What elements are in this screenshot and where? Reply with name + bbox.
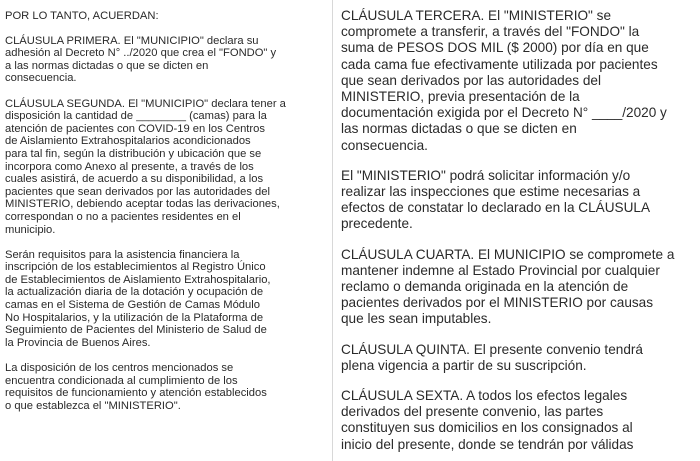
centers-availability-paragraph: La disposición de los centros mencionados se encuentra condicionada al cumplimiento de los requisitos de funcionamiento y atención establecidos o que establezca el "MINISTERIO". xyxy=(5,362,267,412)
clause-segunda: CLÁUSULA SEGUNDA. El "MUNICIPIO" declara tener a disposición la cantidad de ________ (camas) para la atención de pacientes con COVID-19 en los Centros de Aislamiento Extrahospitalarios acondicionados para tal fin, según la distribución y ubicación que se incorpora como Anexo al presente, a través de los cuales asistirá, de acuerdo a su disponibilidad, a los pacientes que sean derivados por las autoridades del MINISTERIO, debiendo aceptar todas las derivaciones, correspondan o no a pacientes residentes en el municipio. xyxy=(5,97,286,236)
right-column xyxy=(341,8,696,461)
clause-tercera: CLÁUSULA TERCERA. El "MINISTERIO" se compromete a transferir, a través del "FONDO" la suma de PESOS DOS MIL ($ 2000) por día en que cada cama fue efectivamente utilizada por pacientes que sean derivados por las autoridades del MINISTERIO, previa presentación de la documentación exigida por el Decreto N° ____/2020 y las normas dictadas o que se dicten en consecuencia. xyxy=(341,8,667,153)
requirements-paragraph: Serán requisitos para la asistencia financiera la inscripción de los establecimientos al Registro Único de Establecimientos de Aislamiento Extrahospitalario, la actualización diaria de la dotación y ocupación de camas en el Sistema de Gestión de Camas Módulo No Hospitalarios, y la utilización de la Plataforma de Seguimiento de Pacientes del Ministerio de Salud de la Provincia de Buenos Aires. xyxy=(5,248,271,349)
clause-primera: CLÁUSULA PRIMERA. El "MUNICIPIO" declara su adhesión al Decreto N° ../2020 que crea el "FONDO" y a las normas dictadas o que se dicten en consecuencia. xyxy=(5,34,277,85)
column-divider xyxy=(332,0,333,461)
clause-quinta: CLÁUSULA QUINTA. El presente convenio tendrá plena vigencia a partir de su suscripción. xyxy=(341,341,643,373)
clause-sexta: CLÁUSULA SEXTA. A todos los efectos legales derivados del presente convenio, las partes constituyen sus domicilios en los consignados al inicio del presente, donde se tendrán por válidas xyxy=(341,388,634,452)
section-heading: POR LO TANTO, ACUERDAN: xyxy=(5,10,159,22)
ministry-inspection-paragraph: El "MINISTERIO" podrá solicitar información y/o realizar las inspecciones que estime necesarias a efectos de constatar lo declarado en la CLÁUSULA precedente. xyxy=(341,167,651,232)
clause-cuarta: CLÁUSULA CUARTA. El MUNICIPIO se compromete a mantener indemne al Estado Provincial por cualquier reclamo o demanda originada en la atención de pacientes derivados por el MINISTERIO por causas que les sean imputables. xyxy=(341,246,675,327)
left-column xyxy=(5,10,327,425)
